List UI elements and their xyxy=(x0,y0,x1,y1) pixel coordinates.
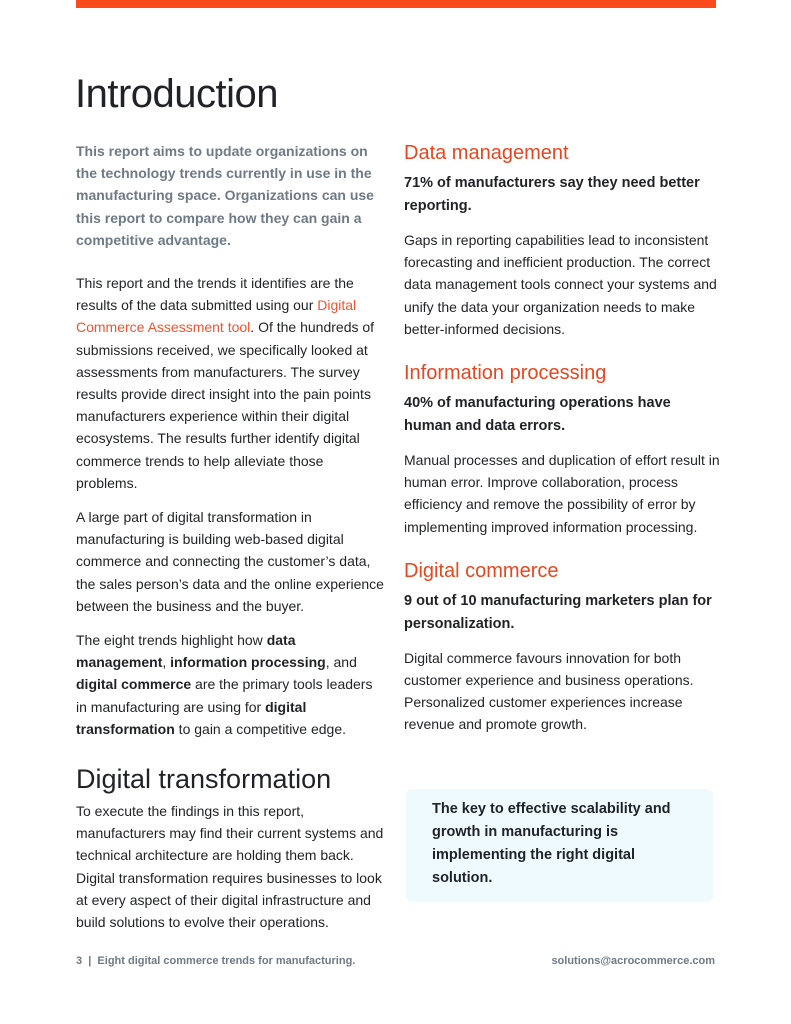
section-stat: 9 out of 10 manufacturing marketers plan for personalization. xyxy=(404,592,712,632)
bold-information-processing: information processing xyxy=(170,654,326,671)
bold-data-management: data management xyxy=(76,632,296,671)
left-column xyxy=(76,140,386,933)
section-body: Gaps in reporting capabilities lead to inconsistent forecasting and inefficient production. The correct data management tools connect your systems and unify the data your organization needs to make better-informed decisions. xyxy=(404,232,717,337)
section-digital-commerce xyxy=(404,558,720,736)
section-heading: Digital commerce xyxy=(404,559,559,582)
callout-text: The key to effective scalability and growth in manufacturing is implementing the right digital solution. xyxy=(432,801,671,886)
bold-digital-commerce: digital commerce xyxy=(76,676,192,693)
section-heading: Data management xyxy=(404,142,569,164)
digital-transformation-heading: Digital transformation xyxy=(76,764,332,795)
intro-lead: This report aims to update organizations on the technology trends currently in use in the manufacturing space. Organizations can use this report to compare how they can gain a competitive advantage. xyxy=(76,143,374,248)
paragraph-transformation: A large part of digital transformation in manufacturing is building web-based digital commerce and connecting the customer’s data, the sales person’s data and the online experience between the business and the buyer. xyxy=(76,509,384,614)
section-body: Digital commerce favours innovation for both customer experience and business operations. Personalized customer experiences increase revenue and promote growth. xyxy=(404,649,694,733)
paragraph-assessment: This report and the trends it identifies are the results of the data submitted using our Digital Commerce Assessment tool. Of the hundreds of submissions received, we specifically looked at assessments from manufacturers. The survey results provide direct insight into the pain points manufacturers experience within their digital ecosystems. The results further identify digital commerce trends to help alleviate those problems. xyxy=(76,275,375,491)
page-title: Introduction xyxy=(75,72,279,116)
top-accent-bar xyxy=(76,0,716,8)
section-stat: 71% of manufacturers say they need better reporting. xyxy=(404,175,700,214)
section-heading: Information processing xyxy=(404,362,607,385)
section-body: Manual processes and duplication of effort result in human error. Improve collaboration, process efficiency and remove the possibility of error by implementing improved information processing. xyxy=(404,452,720,535)
assessment-tool-link[interactable]: Digital Commerce Assessment tool xyxy=(76,297,357,336)
footer-email: solutions@acrocommerce.com xyxy=(551,955,715,967)
footer-page-label: 3 | Eight digital commerce trends for manufacturing. xyxy=(76,955,356,967)
digital-transformation-body: To execute the findings in this report, manufacturers may find their current systems and technical architecture are holding them back. Digital transformation requires businesses to look at every aspect of their digital infrastructure and build solutions to evolve their operations. xyxy=(76,803,384,931)
paragraph-trends: The eight trends highlight how data management, information processing, and digital commerce are the primary tools leaders in manufacturing are using for digital transformation to gain a competitive edge. xyxy=(76,632,373,737)
section-stat: 40% of manufacturing operations have human and data errors. xyxy=(404,395,671,435)
section-information-processing xyxy=(404,360,720,538)
right-column xyxy=(404,140,720,736)
bold-digital-transformation: digital transformation xyxy=(76,698,307,737)
section-data-management xyxy=(404,140,720,340)
callout-box xyxy=(406,789,713,902)
